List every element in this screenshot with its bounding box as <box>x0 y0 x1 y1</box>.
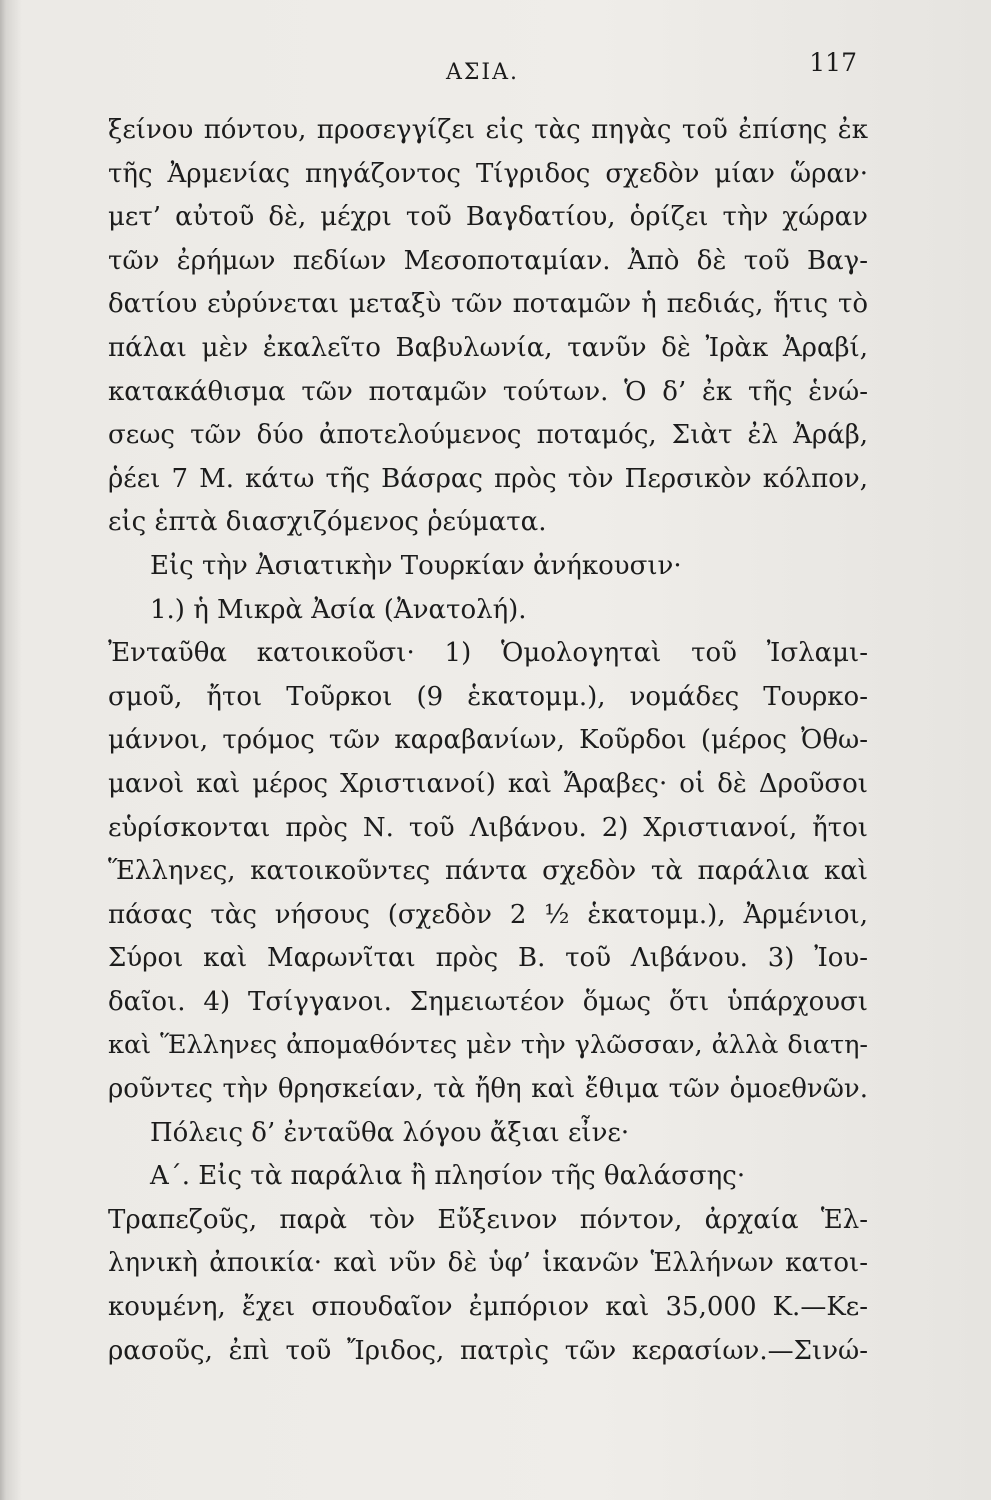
text-line: Α΄. Εἰς τὰ παράλια ἢ πλησίον τῆς θαλάσσης· <box>150 1161 746 1192</box>
text-line: Τραπεζοῦς, παρὰ τὸν Εὔξεινον πόντον, ἀρχαία Ἑλ- <box>108 1204 868 1235</box>
text-line: ξείνου πόντου, προσεγγίζει εἰς τὰς πηγὰς τοῦ ἐπίσης ἐκ <box>108 115 868 145</box>
text-line: σμοῦ, ἤτοι Τοῦρκοι (9 ἑκατομμ.), νομάδες Τουρκο- <box>108 681 868 712</box>
text-line: ῥέει 7 Μ. κάτω τῆς Βάσρας πρὸς τὸν Περσικὸν κόλπον, <box>108 463 868 494</box>
text-line: πάλαι μὲν ἐκαλεῖτο Βαβυλωνία, τανῦν δὲ Ἰρὰκ Ἀραβί, <box>108 332 868 363</box>
text-line: Ἕλληνες, κατοικοῦντες πάντα σχεδὸν τὰ παράλια καὶ <box>108 856 868 887</box>
text-line: μανοὶ καὶ μέρος Χριστιανοί) καὶ Ἄραβες· οἱ δὲ Δροῦσοι <box>108 768 868 799</box>
text-line: εὑρίσκονται πρὸς Ν. τοῦ Λιβάνου. 2) Χριστιανοί, ἤτοι <box>108 812 868 843</box>
text-line: ληνικὴ ἀποικία· καὶ νῦν δὲ ὑφ’ ἱκανῶν Ἑλλήνων κατοι- <box>108 1248 868 1279</box>
text-line: κουμένη, ἔχει σπουδαῖον ἐμπόριον καὶ 35,000 Κ.—Κε- <box>108 1292 868 1323</box>
text-line: δαῖοι. 4) Τσίγγανοι. Σημειωτέον ὅμως ὅτι ὑπάρχουσι <box>108 986 868 1017</box>
text-line: καὶ Ἕλληνες ἀπομαθόντες μὲν τὴν γλῶσσαν, ἀλλὰ διατη- <box>108 1030 868 1061</box>
text-line: εἰς ἑπτὰ διασχιζόμενος ῥεύματα. <box>108 507 547 538</box>
text-line: Εἰς τὴν Ἀσιατικὴν Τουρκίαν ἀνήκουσιν· <box>150 550 682 581</box>
text-line: πάσας τὰς νήσους (σχεδὸν 2 ½ ἑκατομμ.), Ἀρμένιοι, <box>108 899 868 930</box>
text-line: ρασοῦς, ἐπὶ τοῦ Ἴριδος, πατρὶς τῶν κερασίων.—Σινώ- <box>108 1335 868 1366</box>
running-title: ΑΣΙΑ. <box>445 60 519 85</box>
text-line: κατακάθισμα τῶν ποταμῶν τούτων. Ὁ δ’ ἐκ τῆς ἑνώ- <box>108 376 868 407</box>
text-line: Πόλεις δ’ ἐνταῦθα λόγου ἄξιαι εἶνε· <box>150 1117 630 1148</box>
text-line: 1.) ἡ Μικρὰ Ἀσία (Ἀνατολή). <box>150 594 527 625</box>
text-line: Σύροι καὶ Μαρωνῖται πρὸς Β. τοῦ Λιβάνου. 3) Ἰου- <box>108 943 868 974</box>
text-line: τῶν ἐρήμων πεδίων Μεσοποταμίαν. Ἀπὸ δὲ τοῦ Βαγ- <box>108 245 868 276</box>
page-number: 117 <box>809 48 857 77</box>
text-line: σεως τῶν δύο ἀποτελούμενος ποταμός, Σιὰτ ἐλ Ἀράβ, <box>108 420 868 451</box>
text-line: Ἐνταῦθα κατοικοῦσι· 1) Ὁμολογηταὶ τοῦ Ἰσλαμι- <box>108 638 868 669</box>
text-line: ροῦντες τὴν θρησκείαν, τὰ ἤθη καὶ ἔθιμα τῶν ὁμοεθνῶν. <box>108 1074 868 1105</box>
text-line: μάννοι, τρόμος τῶν καραβανίων, Κοῦρδοι (μέρος Ὀθω- <box>108 725 868 756</box>
text-line: τῆς Ἀρμενίας πηγάζοντος Τίγριδος σχεδὸν μίαν ὥραν· <box>108 158 868 189</box>
page-header <box>108 48 857 88</box>
text-line: δατίου εὐρύνεται μεταξὺ τῶν ποταμῶν ἡ πεδιάς, ἥτις τὸ <box>108 289 868 320</box>
body-text <box>108 109 868 1373</box>
text-line: μετ’ αὐτοῦ δὲ, μέχρι τοῦ Βαγδατίου, ὁρίζει τὴν χώραν <box>108 202 868 233</box>
